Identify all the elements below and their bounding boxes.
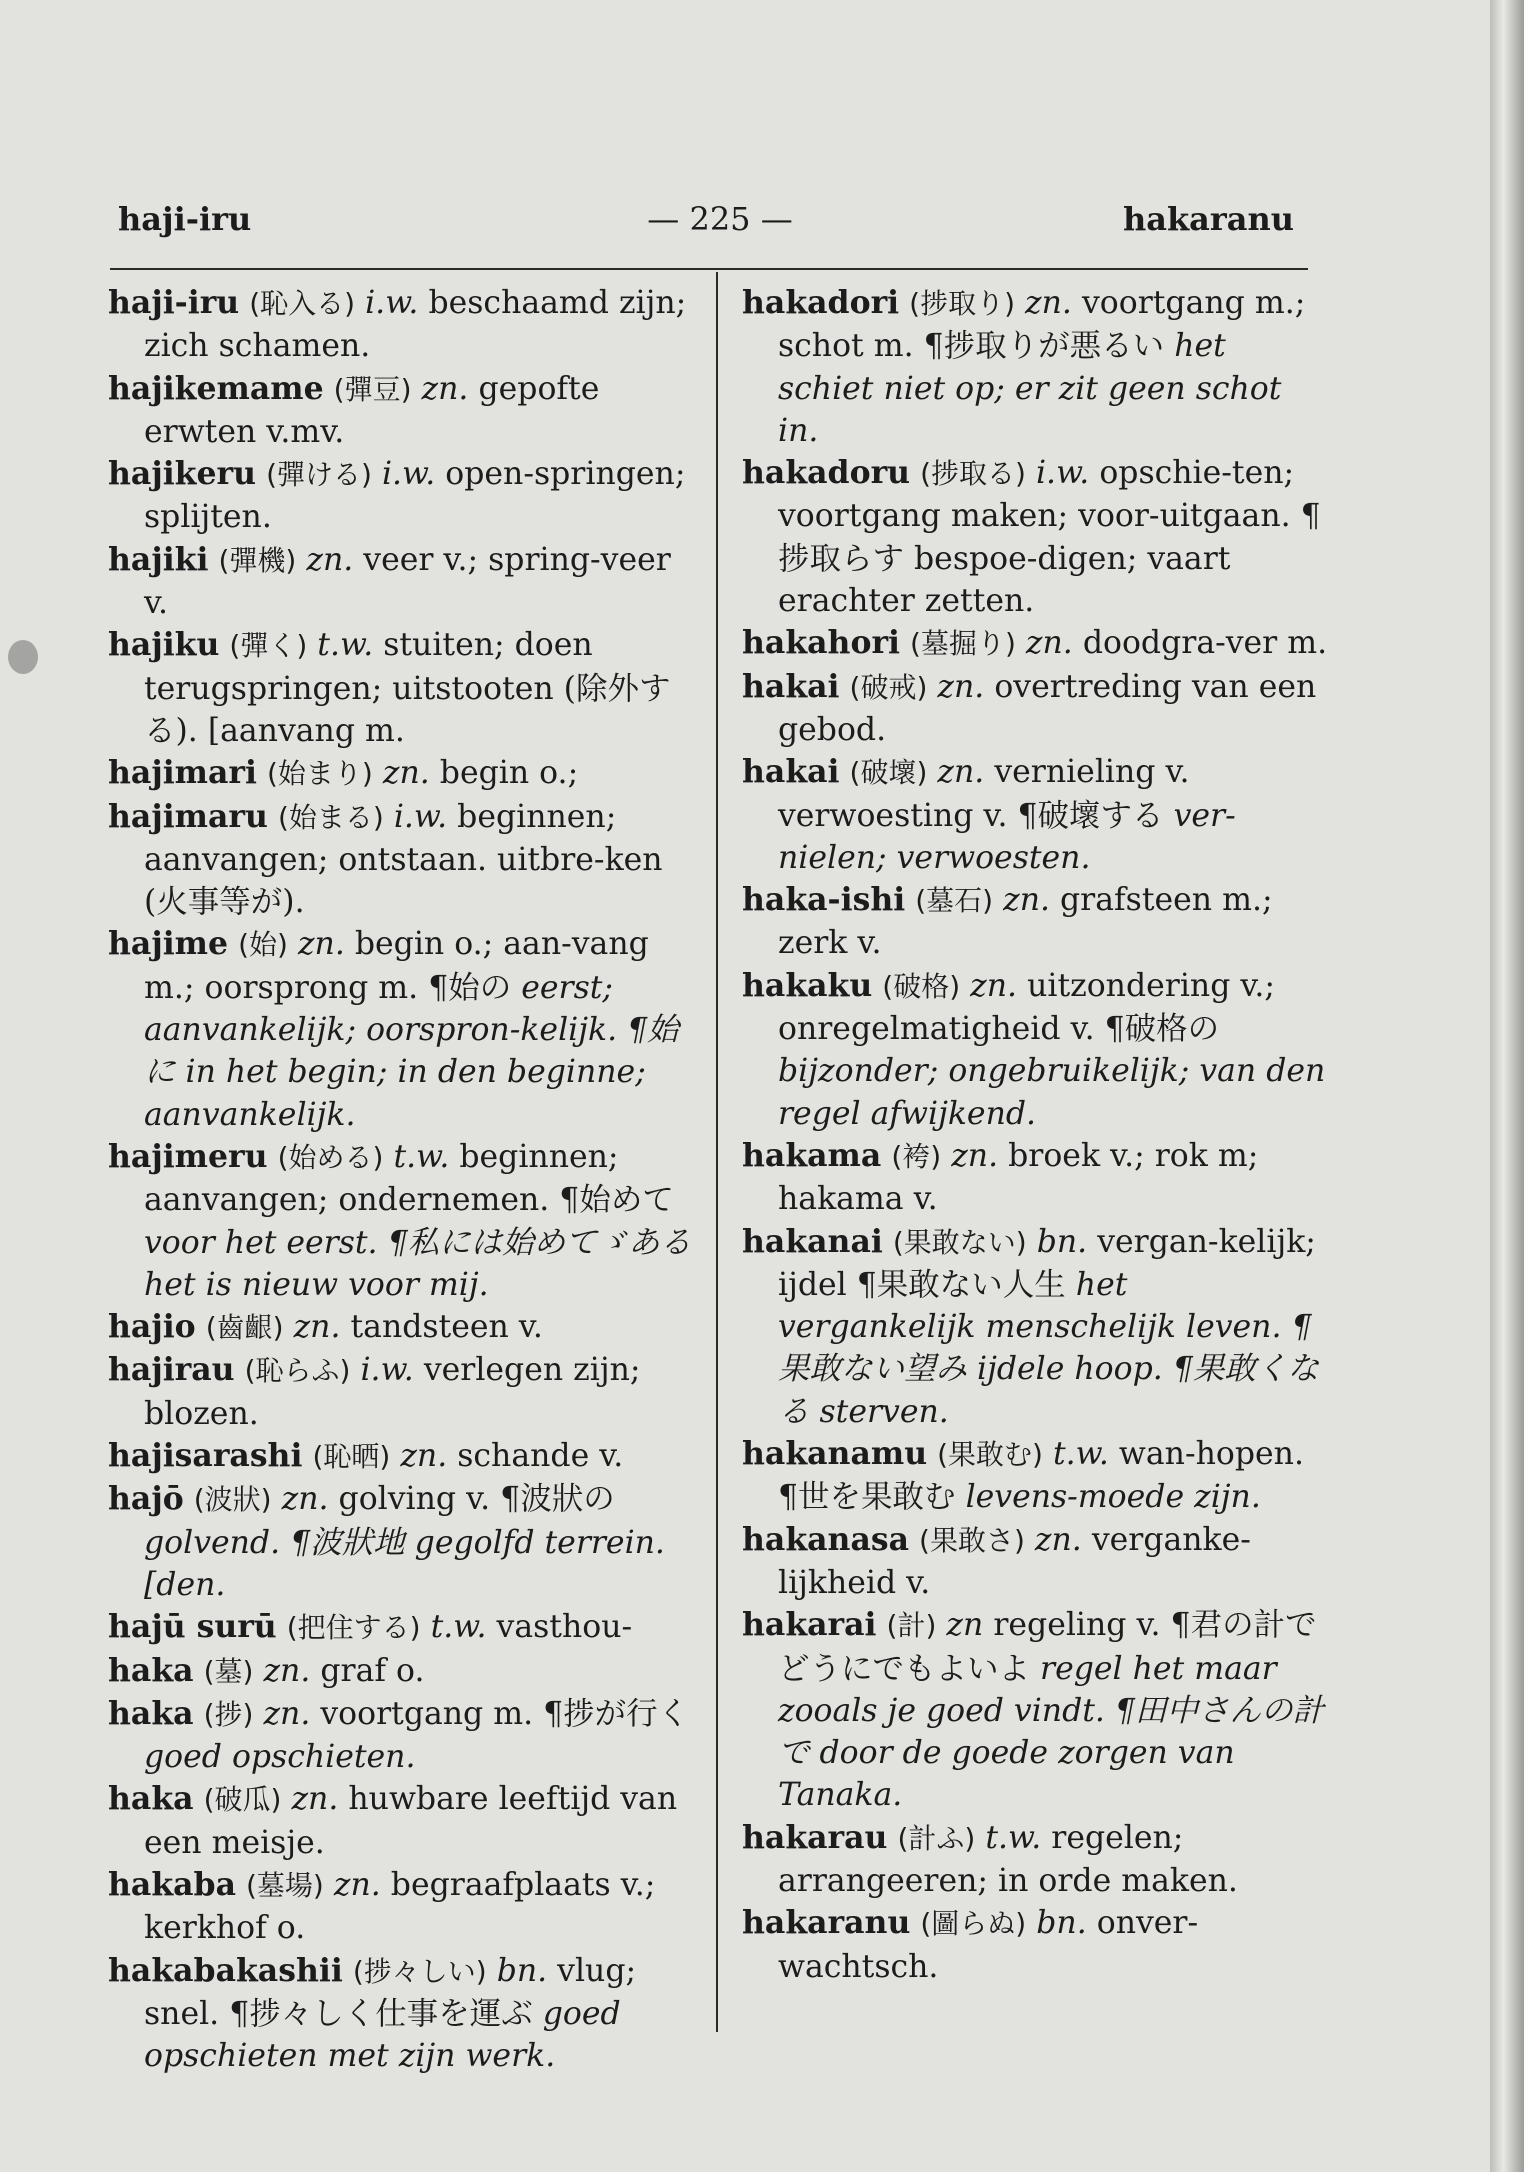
entry-definition: regelen; arrangeeren; in orde maken.: [778, 1819, 1238, 1899]
entry-grammar-label: zn.: [400, 1438, 448, 1475]
entry-kanji: (墓): [203, 1654, 254, 1688]
entry-headword: hakarau: [742, 1818, 888, 1856]
entry-definition: beschaamd zijn; zich schamen.: [144, 285, 687, 365]
dictionary-entry: [742, 965, 1328, 1135]
entry-grammar-label: zn.: [281, 1481, 329, 1518]
entry-definition: wan-hopen. ¶世を果敢む: [778, 1436, 1304, 1516]
entry-definition: verlegen zijn; blozen.: [144, 1352, 641, 1432]
entry-definition: vasthou-: [496, 1609, 633, 1646]
entry-headword: hakadori: [742, 284, 900, 321]
dictionary-entry: [108, 453, 694, 539]
entry-grammar-label: zn.: [306, 541, 354, 578]
dictionary-entry: [108, 1306, 694, 1349]
dictionary-entry: [108, 1435, 694, 1478]
entry-headword: haji-iru: [108, 284, 240, 321]
dictionary-entry: [108, 539, 694, 625]
entry-grammar-label: bn.: [1036, 1223, 1088, 1260]
entry-definition: huwbare leeftijd van een meisje.: [144, 1781, 678, 1861]
entry-grammar-label: t.w.: [1052, 1436, 1109, 1473]
entry-grammar-label: zn.: [937, 668, 985, 705]
entry-kanji: (始める): [277, 1140, 384, 1174]
entry-grammar-label: zn.: [421, 370, 469, 407]
dictionary-entry: [742, 1604, 1328, 1816]
entry-definition: overtreding van een gebod.: [778, 668, 1317, 748]
entry-headword: haka: [108, 1651, 194, 1689]
entry-headword: hakadoru: [742, 454, 911, 492]
entry-kanji: (始): [238, 928, 288, 962]
entry-headword: hajio: [108, 1308, 196, 1346]
entry-example: regel het maar zooals je goed vindt. ¶田中さんの計で door de goede zorgen van Tanaka.: [778, 1650, 1324, 1814]
right-column: [742, 282, 1328, 1988]
entry-headword: hajime: [108, 925, 229, 963]
entry-example: het vergankelijk menschelijk leven. ¶果敢ない望み ijdele hoop. ¶果敢くなる sterven.: [778, 1266, 1319, 1430]
entry-kanji: (果敢さ): [919, 1523, 1025, 1557]
dictionary-entry: [742, 1433, 1328, 1519]
entry-definition: schande v.: [457, 1438, 624, 1475]
entry-grammar-label: zn.: [333, 1866, 381, 1903]
entry-kanji: (計ふ): [897, 1821, 976, 1855]
entry-kanji: (破壞): [849, 756, 928, 790]
entry-example: voor het eerst. ¶私には始めてゞある het is nieuw voor mij.: [144, 1224, 692, 1303]
entry-headword: hajimaru: [108, 797, 268, 835]
entry-kanji: (破瓜): [203, 1783, 282, 1817]
entry-headword: hakaku: [742, 966, 873, 1004]
entry-definition: gepofte erwten v.mv.: [144, 370, 600, 450]
entry-headword: hakaranu: [742, 1904, 911, 1942]
entry-grammar-label: zn.: [263, 1695, 311, 1732]
entry-grammar-label: zn.: [970, 967, 1018, 1004]
entry-definition: vergan-kelijk; ijdel ¶果敢ない人生: [778, 1223, 1316, 1303]
dictionary-entry: [742, 879, 1328, 965]
entry-definition: graf o.: [320, 1652, 425, 1689]
entry-kanji: (捗): [203, 1697, 254, 1731]
entry-kanji: (圖らぬ): [920, 1907, 1027, 1941]
dictionary-entry: [108, 1136, 694, 1306]
dictionary-entry: [742, 1902, 1328, 1988]
entry-grammar-label: zn.: [1025, 285, 1072, 321]
entry-kanji: (破戒): [849, 670, 928, 704]
entry-kanji: (彈豆): [333, 372, 412, 406]
dictionary-entry: [108, 368, 694, 454]
entry-grammar-label: i.w.: [365, 285, 419, 321]
entry-definition: veer v.; spring-veer v.: [144, 541, 671, 622]
dictionary-entry: [108, 1950, 694, 2078]
entry-example: goed opschieten.: [144, 1739, 416, 1776]
dictionary-entry: [108, 282, 694, 368]
entry-grammar-label: zn.: [297, 926, 345, 963]
entry-grammar-label: zn.: [293, 1309, 341, 1346]
dictionary-entry: [742, 1817, 1328, 1903]
entry-kanji: (捗取る): [920, 457, 1026, 491]
entry-headword: hajiku: [108, 626, 220, 664]
entry-headword: hakai: [742, 753, 840, 791]
entry-grammar-label: zn.: [951, 1137, 999, 1174]
entry-kanji: (捗取り): [909, 287, 1016, 320]
entry-definition: onver-wachtsch.: [778, 1905, 1199, 1985]
entry-grammar-label: bn.: [1036, 1905, 1087, 1942]
dictionary-entry: [742, 282, 1328, 452]
entry-definition: regeling v. ¶君の計でどうにでもよいよ: [778, 1607, 1317, 1687]
entry-headword: hakaba: [108, 1865, 236, 1903]
entry-example: golvend. ¶波狀地 gegolfd terrein. [den.: [144, 1524, 665, 1603]
entry-definition: begin o.; aan-vang m.; oorsprong m. ¶始の: [144, 926, 649, 1006]
entry-kanji: (墓石): [915, 884, 994, 918]
entry-grammar-label: zn.: [1034, 1521, 1082, 1558]
entry-example: ver-nielen; verwoesten.: [778, 797, 1236, 876]
dictionary-entry: [108, 1693, 694, 1779]
entry-definition: open-springen; splijten.: [144, 456, 686, 536]
entry-grammar-label: zn.: [291, 1781, 339, 1818]
dictionary-entry: [108, 1606, 694, 1649]
entry-headword: hakama: [742, 1136, 882, 1174]
entry-kanji: (始まり): [267, 757, 373, 791]
entry-headword: hakabakashii: [108, 1951, 343, 1989]
entry-definition: beginnen; aanvangen; ondernemen. ¶始めて: [144, 1138, 674, 1219]
entry-grammar-label: zn.: [1025, 625, 1073, 662]
entry-headword: hakahori: [742, 624, 901, 662]
entry-kanji: (墓掘り): [910, 627, 1016, 661]
entry-kanji: (計): [886, 1609, 937, 1643]
dictionary-entry: [742, 1519, 1328, 1605]
dictionary-entry: [108, 923, 694, 1135]
header-left-guideword: haji-iru: [118, 200, 252, 238]
entry-kanji: (恥入る): [249, 287, 356, 320]
page-edge: [1490, 0, 1524, 2172]
entry-grammar-label: i.w.: [360, 1352, 414, 1389]
dictionary-entry: [108, 624, 694, 752]
entry-definition: voortgang m. ¶捗が行く: [320, 1695, 690, 1732]
entry-kanji: (把住する): [286, 1611, 421, 1645]
dictionary-entry: [108, 1778, 694, 1864]
dictionary-entry: [108, 1864, 694, 1950]
dictionary-entry: [108, 1650, 694, 1693]
entry-definition: golving v. ¶波狀の: [338, 1481, 615, 1518]
entry-headword: haka-ishi: [742, 881, 906, 919]
entry-kanji: (破格): [882, 969, 961, 1003]
dictionary-entry: [742, 666, 1328, 752]
entry-kanji: (恥らふ): [244, 1354, 351, 1388]
entry-headword: hakanamu: [742, 1435, 928, 1473]
entry-example: eerst; aanvankelijk; oorspron-kelijk. ¶始に in het begin; in den beginne; aanvankelijk.: [144, 969, 679, 1133]
entry-headword: hajimeru: [108, 1137, 268, 1175]
entry-kanji: (袴): [891, 1139, 942, 1173]
entry-headword: hajiki: [108, 540, 209, 578]
entry-kanji: (彈機): [218, 543, 297, 577]
entry-definition: grafsteen m.; zerk v.: [778, 882, 1273, 962]
entry-headword: hakai: [742, 667, 840, 705]
entry-kanji: (捗々しい): [352, 1954, 487, 1988]
entry-definition: opschie-ten; voortgang maken; voor-uitgaan. ¶捗取らす bespoe-digen; vaart erachter zetten.: [778, 455, 1321, 620]
entry-kanji: (彈く): [229, 629, 308, 663]
entry-definition: vlug; snel. ¶捗々しく仕事を運ぶ: [144, 1952, 637, 2032]
entry-headword: hajimari: [108, 754, 257, 792]
entry-definition: voortgang m.; schot m. ¶捗取りが悪るい: [778, 285, 1306, 365]
entry-grammar-label: bn.: [496, 1952, 548, 1989]
entry-grammar-label: t.w.: [985, 1819, 1042, 1856]
entry-headword: haka: [108, 1780, 194, 1818]
entry-grammar-label: zn.: [263, 1652, 311, 1689]
dictionary-entry: [108, 796, 694, 924]
entry-kanji: (恥晒): [312, 1440, 391, 1474]
dictionary-entry: [742, 751, 1328, 879]
dictionary-entry: [742, 1221, 1328, 1433]
entry-definition: stuiten; doen terugspringen; uitstooten (除外する). [aanvang m.: [144, 627, 671, 749]
dictionary-entry: [108, 1478, 694, 1606]
entry-kanji: (始まる): [277, 800, 384, 834]
entry-headword: haka: [108, 1694, 194, 1732]
entry-definition: broek v.; rok m; hakama v.: [778, 1137, 1259, 1218]
dictionary-entry: [108, 752, 694, 795]
entry-example: levens-moede zijn.: [965, 1479, 1261, 1516]
entry-definition: vernieling v. verwoesting v. ¶破壞する: [778, 754, 1190, 834]
entry-grammar-label: i.w.: [393, 798, 448, 835]
entry-example: bijzonder; ongebruikelijk; van den regel afwijkend.: [778, 1053, 1326, 1132]
dictionary-entry: [742, 1135, 1328, 1221]
entry-grammar-label: zn: [946, 1607, 984, 1644]
entry-example: goed opschieten met zijn werk.: [144, 1995, 621, 2075]
entry-kanji: (齒齦): [205, 1311, 284, 1345]
entry-definition: begin o.;: [439, 755, 579, 792]
entry-example: het schiet niet op; er zit geen schot in.: [778, 328, 1282, 449]
entry-kanji: (墓場): [246, 1868, 324, 1902]
entry-headword: hajirau: [108, 1351, 235, 1389]
entry-grammar-label: zn.: [382, 755, 430, 792]
entry-grammar-label: t.w.: [317, 627, 374, 664]
entry-kanji: (彈ける): [266, 458, 372, 492]
header-rule: [110, 268, 1308, 270]
dictionary-entry: [742, 452, 1328, 622]
entry-definition: doodgra-ver m.: [1082, 625, 1328, 662]
dictionary-entry: [108, 1349, 694, 1435]
paper-stain: [8, 640, 38, 674]
entry-kanji: (波狀): [193, 1483, 272, 1517]
entry-headword: hajisarashi: [108, 1437, 303, 1475]
entry-definition: beginnen; aanvangen; ontstaan. uitbre-ken (火事等が).: [144, 798, 663, 921]
entry-kanji: (果敢ない): [892, 1225, 1027, 1259]
entry-definition: verganke-lijkheid v.: [778, 1521, 1251, 1601]
entry-definition: begraafplaats v.; kerkhof o.: [144, 1866, 656, 1947]
page-number: — 225 —: [647, 200, 793, 238]
entry-headword: hajikemame: [108, 369, 324, 407]
entry-headword: hakanasa: [742, 1520, 910, 1558]
column-divider: [716, 272, 718, 2032]
entry-grammar-label: i.w.: [381, 456, 436, 493]
entry-grammar-label: zn.: [937, 754, 985, 791]
entry-grammar-label: i.w.: [1035, 455, 1090, 492]
entry-definition: uitzondering v.; onregelmatigheid v. ¶破格の: [778, 967, 1276, 1048]
left-column: [108, 282, 694, 2077]
entry-headword: hakanai: [742, 1222, 883, 1260]
entry-headword: hajū surū: [108, 1608, 277, 1646]
entry-kanji: (果敢む): [937, 1438, 1043, 1472]
entry-grammar-label: zn.: [1003, 882, 1050, 919]
entry-definition: tandsteen v.: [350, 1309, 543, 1346]
entry-headword: hajikeru: [108, 455, 257, 493]
entry-headword: hajō: [108, 1480, 184, 1518]
entry-headword: hakarai: [742, 1606, 877, 1644]
entry-grammar-label: t.w.: [393, 1138, 450, 1175]
dictionary-entry: [742, 622, 1328, 665]
entry-grammar-label: t.w.: [430, 1609, 487, 1646]
header-right-guideword: hakaranu: [1122, 200, 1294, 238]
